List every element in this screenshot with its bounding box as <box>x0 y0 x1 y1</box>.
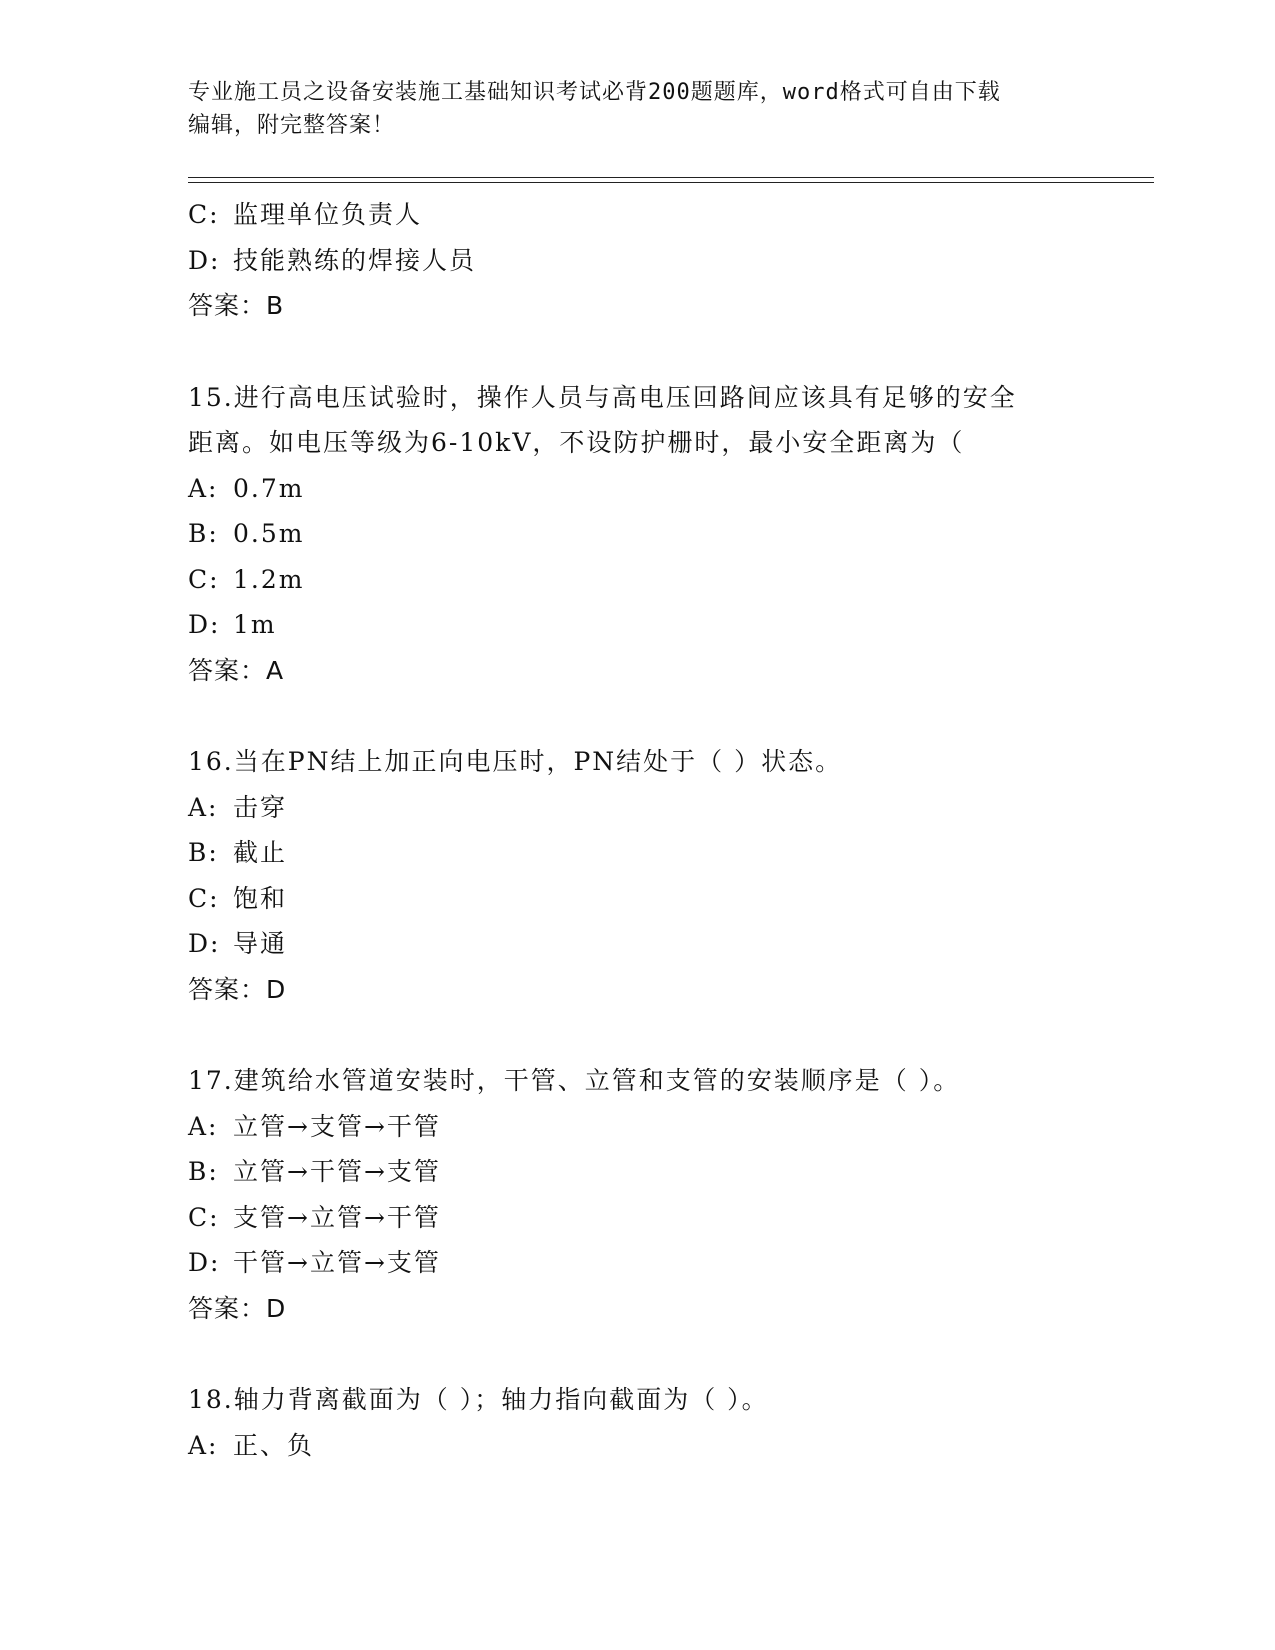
option-d: D: 1m <box>188 610 277 639</box>
answer-line: 答案：D <box>188 1293 287 1323</box>
option-b: B: 0.5m <box>188 519 305 548</box>
question-stem-line: 距离。如电压等级为6-10kV，不设防护栅时，最小安全距离为（ <box>188 428 965 457</box>
question-16 <box>188 739 1118 1012</box>
question-18 <box>188 1377 1118 1468</box>
header-line-2: 编辑，附完整答案！ <box>188 113 396 138</box>
option-c: C: 监理单位负责人 <box>188 200 423 229</box>
document-header <box>188 76 1088 142</box>
option-a: A: 0.7m <box>188 473 305 503</box>
option-b: B: 截止 <box>188 838 288 867</box>
option-a: A: 击穿 <box>188 792 288 822</box>
header-line-1: 专业施工员之设备安装施工基础知识考试必背200题题库，word格式可自由下载 <box>188 80 1001 105</box>
question-17 <box>188 1058 1118 1331</box>
question-spacer <box>188 693 1118 739</box>
answer-line: 答案：B <box>188 291 285 320</box>
question-stem-line: 15.进行高电压试验时，操作人员与高电压回路间应该具有足够的安全 <box>188 382 1017 412</box>
question-stem-line: 16.当在PN结上加正向电压时，PN结处于（ ）状态。 <box>188 747 843 776</box>
question-14-tail <box>188 192 1118 329</box>
option-c: C: 饱和 <box>188 883 288 913</box>
answer-line: 答案：A <box>188 655 285 685</box>
question-15 <box>188 375 1118 694</box>
question-spacer <box>188 1331 1118 1377</box>
header-divider-bottom <box>188 182 1154 183</box>
option-a: A: 立管→支管→干管 <box>188 1111 441 1141</box>
option-d: D: 干管→立管→支管 <box>188 1248 441 1277</box>
question-stem-line: 18.轴力背离截面为（ ）；轴力指向截面为（ ）。 <box>188 1385 769 1414</box>
question-stem-line: 17.建筑给水管道安装时，干管、立管和支管的安装顺序是（ ）。 <box>188 1066 961 1095</box>
question-list <box>188 192 1118 1468</box>
answer-line: 答案：D <box>188 974 287 1004</box>
option-c: C: 1.2m <box>188 564 305 594</box>
option-b: B: 立管→干管→支管 <box>188 1157 441 1186</box>
header-divider-top <box>188 177 1154 178</box>
option-d: D: 技能熟练的焊接人员 <box>188 245 477 275</box>
option-a: A: 正、负 <box>188 1430 315 1460</box>
option-d: D: 导通 <box>188 929 288 958</box>
question-spacer <box>188 329 1118 375</box>
option-c: C: 支管→立管→干管 <box>188 1202 441 1232</box>
question-spacer <box>188 1012 1118 1058</box>
